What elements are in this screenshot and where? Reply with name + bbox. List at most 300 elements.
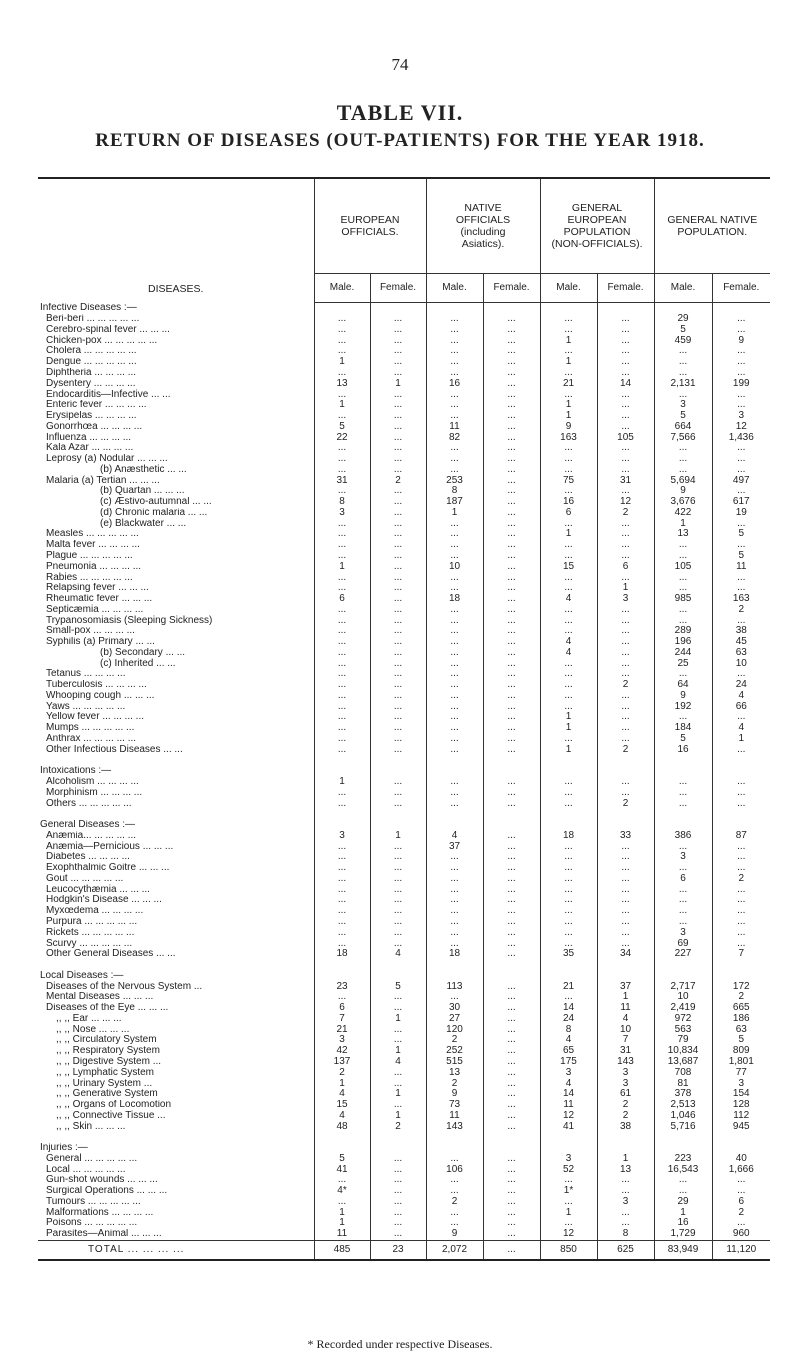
row-cell: ...: [426, 454, 483, 465]
sex-header: Female.: [712, 274, 770, 303]
row-cell: 137: [314, 1057, 370, 1068]
row-cell: ...: [540, 615, 597, 626]
row-cell: 1*: [540, 1186, 597, 1197]
table-row: [38, 669, 770, 680]
row-cell: 7: [597, 1035, 654, 1046]
row-cell: ...: [597, 626, 654, 637]
table-row: [38, 1218, 770, 1229]
row-label: Whooping cough ... ... ...: [46, 690, 155, 701]
row-label: (b) Anæsthetic ... ...: [100, 464, 187, 475]
row-cell: ...: [597, 346, 654, 357]
row-cell: ...: [540, 540, 597, 551]
row-cell: 52: [540, 1164, 597, 1175]
row-cell: ...: [426, 1186, 483, 1197]
row-cell: ...: [597, 529, 654, 540]
row-cell: [597, 809, 654, 820]
row-label: ,, ,, Circulatory System: [56, 1035, 157, 1046]
row-label: Local ... ... ... ... ...: [46, 1164, 126, 1175]
row-cell: [540, 766, 597, 777]
sex-header: Male.: [314, 274, 370, 303]
row-cell: [540, 960, 597, 971]
row-cell: ...: [426, 368, 483, 379]
table-row: [38, 981, 770, 992]
row-cell: ...: [597, 615, 654, 626]
row-cell: [483, 970, 540, 981]
row-cell: 985: [654, 594, 712, 605]
table-row: [38, 874, 770, 885]
row-cell: ...: [483, 949, 540, 960]
row-cell: ...: [483, 1067, 540, 1078]
row-cell: ...: [483, 1218, 540, 1229]
row-cell: [597, 970, 654, 981]
row-cell: 8: [426, 486, 483, 497]
row-label: Rabies ... ... ... ... ...: [46, 572, 133, 583]
row-cell: ...: [314, 669, 370, 680]
row-cell: ...: [370, 841, 426, 852]
row-cell: ...: [314, 798, 370, 809]
row-cell: 708: [654, 1067, 712, 1078]
row-cell: 2: [712, 874, 770, 885]
row-cell: ...: [426, 325, 483, 336]
row-cell: ...: [370, 787, 426, 798]
row-cell: 5: [712, 529, 770, 540]
row-cell: ...: [483, 744, 540, 755]
row-cell: ...: [370, 723, 426, 734]
row-cell: 16: [426, 378, 483, 389]
row-cell: ...: [370, 1067, 426, 1078]
row-cell: ...: [597, 518, 654, 529]
row-cell: ...: [370, 852, 426, 863]
row-cell: ...: [426, 529, 483, 540]
row-cell: ...: [314, 701, 370, 712]
table-row: [38, 755, 770, 766]
row-cell: ...: [426, 906, 483, 917]
row-cell: [597, 960, 654, 971]
row-cell: ...: [483, 1089, 540, 1100]
row-cell: [540, 1143, 597, 1154]
row-cell: 422: [654, 508, 712, 519]
row-cell: 1: [426, 508, 483, 519]
row-cell: 11: [426, 1110, 483, 1121]
row-cell: 13: [314, 378, 370, 389]
row-cell: 5: [712, 1035, 770, 1046]
row-cell: 6: [597, 561, 654, 572]
row-label: Anthrax ... ... ... ... ...: [46, 733, 137, 744]
row-cell: 244: [654, 648, 712, 659]
row-cell: ...: [426, 787, 483, 798]
row-cell: 1: [654, 518, 712, 529]
row-cell: ...: [483, 1153, 540, 1164]
row-label: (b) Quartan ... ... ...: [100, 486, 185, 497]
row-cell: [426, 766, 483, 777]
table-row: [38, 551, 770, 562]
row-cell: ...: [540, 464, 597, 475]
row-cell: ...: [370, 508, 426, 519]
table-row: [38, 421, 770, 432]
row-cell: ...: [314, 691, 370, 702]
row-cell: ...: [426, 884, 483, 895]
row-cell: ...: [370, 1164, 426, 1175]
sex-header: Female.: [483, 274, 540, 303]
row-cell: 4: [370, 949, 426, 960]
row-cell: 2: [597, 1110, 654, 1121]
row-cell: 5: [712, 551, 770, 562]
table-row: [38, 949, 770, 960]
row-label: Cerebro-spinal fever ... ... ...: [46, 324, 170, 335]
row-cell: 12: [540, 1110, 597, 1121]
row-cell: ...: [370, 561, 426, 572]
row-cell: [540, 809, 597, 820]
row-cell: [540, 303, 597, 314]
row-cell: ...: [597, 325, 654, 336]
row-label: Malaria (a) Tertian ... ... ...: [46, 475, 160, 486]
row-cell: ...: [370, 518, 426, 529]
row-cell: [370, 766, 426, 777]
row-cell: ...: [540, 691, 597, 702]
row-cell: ...: [712, 443, 770, 454]
row-cell: ...: [370, 1229, 426, 1240]
row-cell: ...: [314, 938, 370, 949]
row-cell: 2: [597, 798, 654, 809]
row-cell: ...: [314, 863, 370, 874]
row-label: Pneumonia ... ... ... ...: [46, 561, 142, 572]
row-cell: ...: [597, 1175, 654, 1186]
row-cell: ...: [426, 723, 483, 734]
row-cell: [654, 755, 712, 766]
row-cell: 1: [597, 992, 654, 1003]
row-cell: ...: [370, 594, 426, 605]
row-cell: ...: [426, 895, 483, 906]
table-row: [38, 529, 770, 540]
row-cell: 14: [540, 1003, 597, 1014]
row-cell: ...: [597, 1207, 654, 1218]
row-label: ,, ,, Skin ... ... ...: [56, 1121, 126, 1132]
row-cell: ...: [483, 658, 540, 669]
total-cell: 485: [314, 1240, 370, 1260]
row-cell: ...: [597, 486, 654, 497]
row-cell: ...: [483, 529, 540, 540]
row-cell: 25: [654, 658, 712, 669]
row-cell: 515: [426, 1057, 483, 1068]
row-cell: ...: [483, 852, 540, 863]
row-cell: ...: [370, 346, 426, 357]
row-cell: ...: [370, 1197, 426, 1208]
row-cell: ...: [540, 454, 597, 465]
row-cell: 10: [426, 561, 483, 572]
row-label: Yaws ... ... ... ... ...: [46, 701, 126, 712]
row-cell: ...: [597, 604, 654, 615]
row-cell: [426, 1132, 483, 1143]
row-cell: [370, 970, 426, 981]
row-cell: ...: [370, 1153, 426, 1164]
row-cell: 2: [712, 1207, 770, 1218]
row-cell: ...: [370, 744, 426, 755]
row-cell: 27: [426, 1014, 483, 1025]
row-cell: ...: [426, 992, 483, 1003]
row-cell: ...: [426, 540, 483, 551]
row-cell: 187: [426, 497, 483, 508]
row-cell: ...: [654, 389, 712, 400]
row-cell: ...: [314, 443, 370, 454]
row-label: Enteric fever ... ... ... ...: [46, 399, 147, 411]
diseases-column-header: DISEASES.: [148, 282, 204, 295]
row-label: Septicæmia ... ... ... ...: [46, 604, 144, 615]
row-label: Kala Azar ... ... ... ...: [46, 442, 134, 454]
row-label: Influenza ... ... ... ...: [46, 432, 132, 443]
row-cell: ...: [483, 1110, 540, 1121]
row-cell: 563: [654, 1024, 712, 1035]
row-cell: ...: [483, 787, 540, 798]
row-cell: 1,436: [712, 432, 770, 443]
section-heading-row: [38, 1143, 770, 1154]
row-cell: [426, 755, 483, 766]
row-cell: 10: [654, 992, 712, 1003]
row-cell: 143: [426, 1121, 483, 1132]
group-header-native-officials: [426, 178, 540, 274]
row-cell: 9: [654, 486, 712, 497]
table-row: [38, 1110, 770, 1121]
row-cell: ...: [597, 443, 654, 454]
row-cell: ...: [654, 551, 712, 562]
row-cell: ...: [426, 658, 483, 669]
row-cell: ...: [483, 917, 540, 928]
row-cell: 1: [540, 529, 597, 540]
table-row: [38, 508, 770, 519]
row-cell: ...: [426, 389, 483, 400]
row-cell: 252: [426, 1046, 483, 1057]
row-label: [38, 960, 314, 971]
row-cell: 1,729: [654, 1229, 712, 1240]
row-label: Syphilis (a) Primary ... ...: [46, 636, 155, 648]
row-cell: 617: [712, 497, 770, 508]
table-row: [38, 389, 770, 400]
row-label: Alcoholism ... ... ... ...: [46, 776, 139, 788]
row-cell: 1: [540, 723, 597, 734]
row-cell: ...: [370, 680, 426, 691]
group-header-line: POPULATION: [563, 226, 631, 238]
row-cell: 1: [370, 1110, 426, 1121]
row-cell: ...: [314, 787, 370, 798]
row-cell: 13: [597, 1164, 654, 1175]
row-cell: ...: [597, 927, 654, 938]
row-cell: 1: [712, 734, 770, 745]
row-cell: ...: [483, 518, 540, 529]
row-cell: [483, 1143, 540, 1154]
row-cell: ...: [712, 669, 770, 680]
row-label: ,, ,, Connective Tissue ...: [56, 1110, 166, 1121]
row-cell: ...: [370, 454, 426, 465]
row-cell: ...: [370, 497, 426, 508]
row-cell: 2: [426, 1197, 483, 1208]
row-cell: 9: [712, 335, 770, 346]
row-cell: 3: [654, 852, 712, 863]
table-row: [38, 712, 770, 723]
row-cell: [314, 820, 370, 831]
row-cell: ...: [597, 734, 654, 745]
row-cell: [712, 960, 770, 971]
sex-header: Female.: [370, 274, 426, 303]
row-cell: 2: [426, 1035, 483, 1046]
row-cell: 4: [314, 1110, 370, 1121]
table-row: [38, 1046, 770, 1057]
row-cell: ...: [540, 798, 597, 809]
row-cell: 196: [654, 637, 712, 648]
group-header-line: OFFICIALS.: [341, 226, 399, 238]
row-cell: 8: [597, 1229, 654, 1240]
row-cell: 12: [597, 497, 654, 508]
row-cell: ...: [712, 454, 770, 465]
row-cell: ...: [426, 604, 483, 615]
table-row: [38, 960, 770, 971]
group-header-line: NATIVE: [464, 202, 502, 214]
row-cell: 1: [597, 583, 654, 594]
row-cell: ...: [483, 325, 540, 336]
table-row: [38, 1197, 770, 1208]
table-row: [38, 1121, 770, 1132]
row-cell: ...: [712, 852, 770, 863]
row-cell: [483, 1132, 540, 1143]
row-cell: ...: [314, 346, 370, 357]
row-cell: ...: [483, 1175, 540, 1186]
row-cell: ...: [426, 1218, 483, 1229]
table-row: [38, 1024, 770, 1035]
table-row: [38, 594, 770, 605]
row-cell: ...: [314, 454, 370, 465]
group-header-line: Asiatics).: [461, 238, 505, 250]
row-label: Infective Diseases :—: [40, 302, 137, 314]
table-row: [38, 744, 770, 755]
row-cell: ...: [712, 917, 770, 928]
group-header-line: EUROPEAN: [567, 214, 627, 226]
row-label: Other General Diseases ... ...: [46, 948, 176, 960]
row-cell: [314, 960, 370, 971]
row-cell: ...: [370, 335, 426, 346]
row-cell: ...: [314, 658, 370, 669]
table-row: [38, 906, 770, 917]
row-cell: 75: [540, 475, 597, 486]
row-cell: 5: [314, 421, 370, 432]
row-cell: ...: [370, 884, 426, 895]
row-cell: ...: [426, 411, 483, 422]
table-row: [38, 1067, 770, 1078]
row-cell: ...: [597, 841, 654, 852]
row-cell: ...: [370, 314, 426, 325]
row-label: Anæmia... ... ... ... ...: [46, 830, 137, 841]
row-cell: ...: [540, 938, 597, 949]
row-cell: ...: [483, 561, 540, 572]
row-cell: 6: [654, 874, 712, 885]
row-cell: 143: [597, 1057, 654, 1068]
group-header-line: (including: [460, 226, 506, 238]
row-cell: ...: [597, 335, 654, 346]
row-cell: ...: [426, 680, 483, 691]
row-cell: ...: [540, 992, 597, 1003]
table-body: [38, 303, 770, 1241]
row-cell: ...: [314, 1197, 370, 1208]
row-cell: ...: [370, 669, 426, 680]
row-cell: 112: [712, 1110, 770, 1121]
row-cell: ...: [483, 895, 540, 906]
row-cell: ...: [483, 335, 540, 346]
row-cell: ...: [370, 443, 426, 454]
row-cell: ...: [314, 540, 370, 551]
section-heading-row: [38, 820, 770, 831]
table-row: [38, 368, 770, 379]
row-cell: [597, 766, 654, 777]
row-cell: 63: [712, 648, 770, 659]
row-cell: ...: [540, 874, 597, 885]
row-cell: ...: [483, 508, 540, 519]
row-cell: ...: [314, 884, 370, 895]
row-label: Tetanus ... ... ... ...: [46, 669, 126, 680]
row-cell: ...: [426, 648, 483, 659]
row-cell: 45: [712, 637, 770, 648]
row-cell: ...: [483, 1186, 540, 1197]
row-cell: 4: [426, 831, 483, 842]
row-cell: 1: [370, 378, 426, 389]
table-row: [38, 723, 770, 734]
row-cell: ...: [483, 927, 540, 938]
row-cell: 1: [314, 400, 370, 411]
row-cell: ...: [370, 712, 426, 723]
table-row: [38, 1100, 770, 1111]
table-row: [38, 777, 770, 788]
row-cell: 31: [597, 1046, 654, 1057]
row-cell: ...: [426, 712, 483, 723]
row-cell: ...: [483, 712, 540, 723]
row-cell: 1: [314, 1207, 370, 1218]
row-cell: ...: [483, 486, 540, 497]
row-cell: ...: [483, 497, 540, 508]
row-cell: ...: [483, 938, 540, 949]
row-cell: ...: [540, 1218, 597, 1229]
row-cell: 73: [426, 1100, 483, 1111]
row-cell: ...: [483, 464, 540, 475]
row-cell: ...: [540, 1197, 597, 1208]
row-label: Relapsing fever ... ... ...: [46, 582, 149, 594]
row-cell: [654, 820, 712, 831]
row-cell: ...: [540, 314, 597, 325]
row-cell: 7: [712, 949, 770, 960]
row-label: Morphinism ... ... ... ...: [46, 787, 143, 798]
row-cell: ...: [540, 325, 597, 336]
row-cell: ...: [712, 400, 770, 411]
row-cell: ...: [483, 691, 540, 702]
row-cell: 13,687: [654, 1057, 712, 1068]
row-label: Purpura ... ... ... ... ...: [46, 916, 138, 928]
total-cell: 83,949: [654, 1240, 712, 1260]
row-cell: ...: [597, 551, 654, 562]
row-cell: ...: [483, 1035, 540, 1046]
table-row: [38, 357, 770, 368]
row-label: Chicken-pox ... ... ... ... ...: [46, 335, 158, 346]
row-cell: ...: [483, 723, 540, 734]
table-row: [38, 798, 770, 809]
row-cell: ...: [483, 626, 540, 637]
row-label: Parasites—Animal ... ... ...: [46, 1228, 162, 1240]
row-cell: ...: [597, 777, 654, 788]
row-cell: ...: [597, 454, 654, 465]
row-cell: 69: [654, 938, 712, 949]
table-row: [38, 454, 770, 465]
row-cell: ...: [597, 421, 654, 432]
row-label: Erysipelas ... ... ... ...: [46, 410, 137, 422]
row-cell: ...: [540, 777, 597, 788]
row-label: Surgical Operations ... ... ...: [46, 1185, 168, 1197]
row-cell: 31: [597, 475, 654, 486]
row-cell: ...: [540, 701, 597, 712]
row-cell: 4*: [314, 1186, 370, 1197]
